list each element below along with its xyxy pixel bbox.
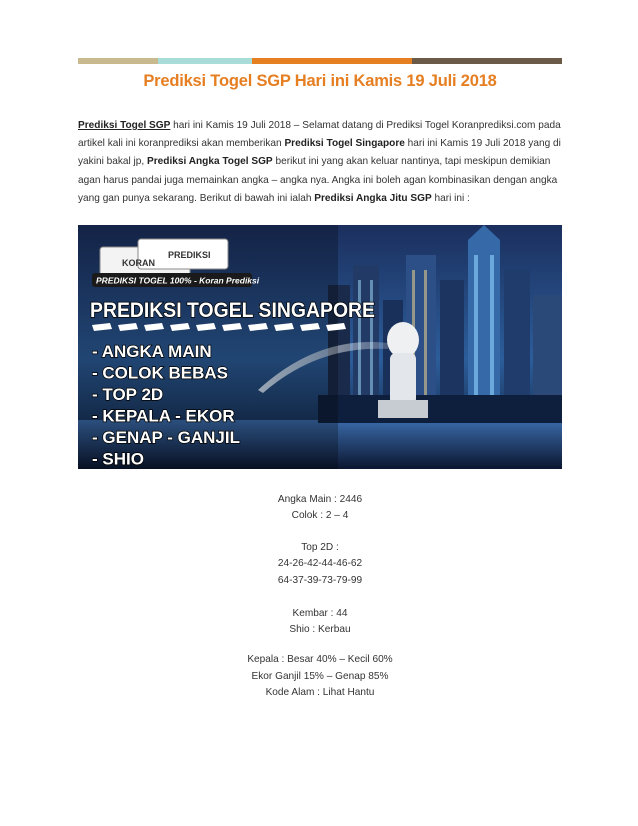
intro-emphasis: Prediksi Togel SGP (78, 120, 171, 131)
banner-item: - COLOK BEBAS (92, 363, 228, 383)
banner-item: - ANGKA MAIN (92, 342, 212, 361)
colok: Colok : 2 – 4 (291, 510, 349, 521)
kode-alam: Kode Alam : Lihat Hantu (265, 687, 375, 698)
intro-emphasis: Prediksi Angka Togel SGP (147, 156, 273, 168)
top2d-line-1: 24-26-42-44-46-62 (277, 558, 363, 569)
banner-item: - TOP 2D (92, 385, 164, 404)
intro-emphasis: Prediksi Angka Jitu SGP (314, 192, 432, 204)
top2d-label: Top 2D : (301, 542, 339, 553)
color-bar-segment (78, 58, 158, 64)
kepala: Kepala : Besar 40% – Kecil 60% (247, 654, 393, 665)
banner-image (78, 225, 562, 469)
banner-strip: PREDIKSI TOGEL 100% - Koran Prediksi (96, 275, 260, 286)
top2d-line-2: 64-37-39-73-79-99 (277, 575, 363, 586)
banner-tag-right: PREDIKSI (168, 250, 211, 260)
intro-text: berikut ini yang akan keluar nantinya, tapi meskipun demikian agan harus pandai juga memainkan angka – angka nya. Angka ini boleh agan kombinasikan dengan angka yang gan punya sekarang. Berikut di bawah ini ialah (78, 156, 558, 204)
intro-paragraph (78, 117, 562, 208)
banner-tag-left: KORAN (122, 258, 155, 268)
banner-item: - GENAP - GANJIL (92, 428, 240, 447)
intro-emphasis: Prediksi Togel Singapore (284, 138, 405, 150)
color-bar-segment (252, 58, 412, 64)
color-bar-segment (158, 58, 252, 64)
banner-item: - SHIO (92, 449, 144, 469)
shio: Shio : Kerbau (289, 624, 351, 635)
intro-text: hari ini Kamis 19 Juli 2018 yang di yakini bakal jp, (78, 138, 561, 168)
banner-headline: PREDIKSI TOGEL SINGAPORE (90, 299, 375, 322)
color-bar-segment (412, 58, 562, 64)
article-title: Prediksi Togel SGP Hari ini Kamis 19 Juli 2018 (143, 72, 497, 90)
decorative-color-bar (78, 58, 562, 64)
banner-item: - KEPALA - EKOR (92, 406, 235, 426)
intro-text: hari ini Kamis 19 Juli 2018 – Selamat datang di Prediksi Togel Koranprediksi.com pada artikel kali ini koranprediksi akan memberikan (78, 120, 561, 150)
intro-text: hari ini : (431, 192, 470, 204)
ekor: Ekor Ganjil 15% – Genap 85% (251, 671, 389, 682)
kembar: Kembar : 44 (292, 608, 348, 619)
angka-main: Angka Main : 2446 (277, 494, 363, 505)
